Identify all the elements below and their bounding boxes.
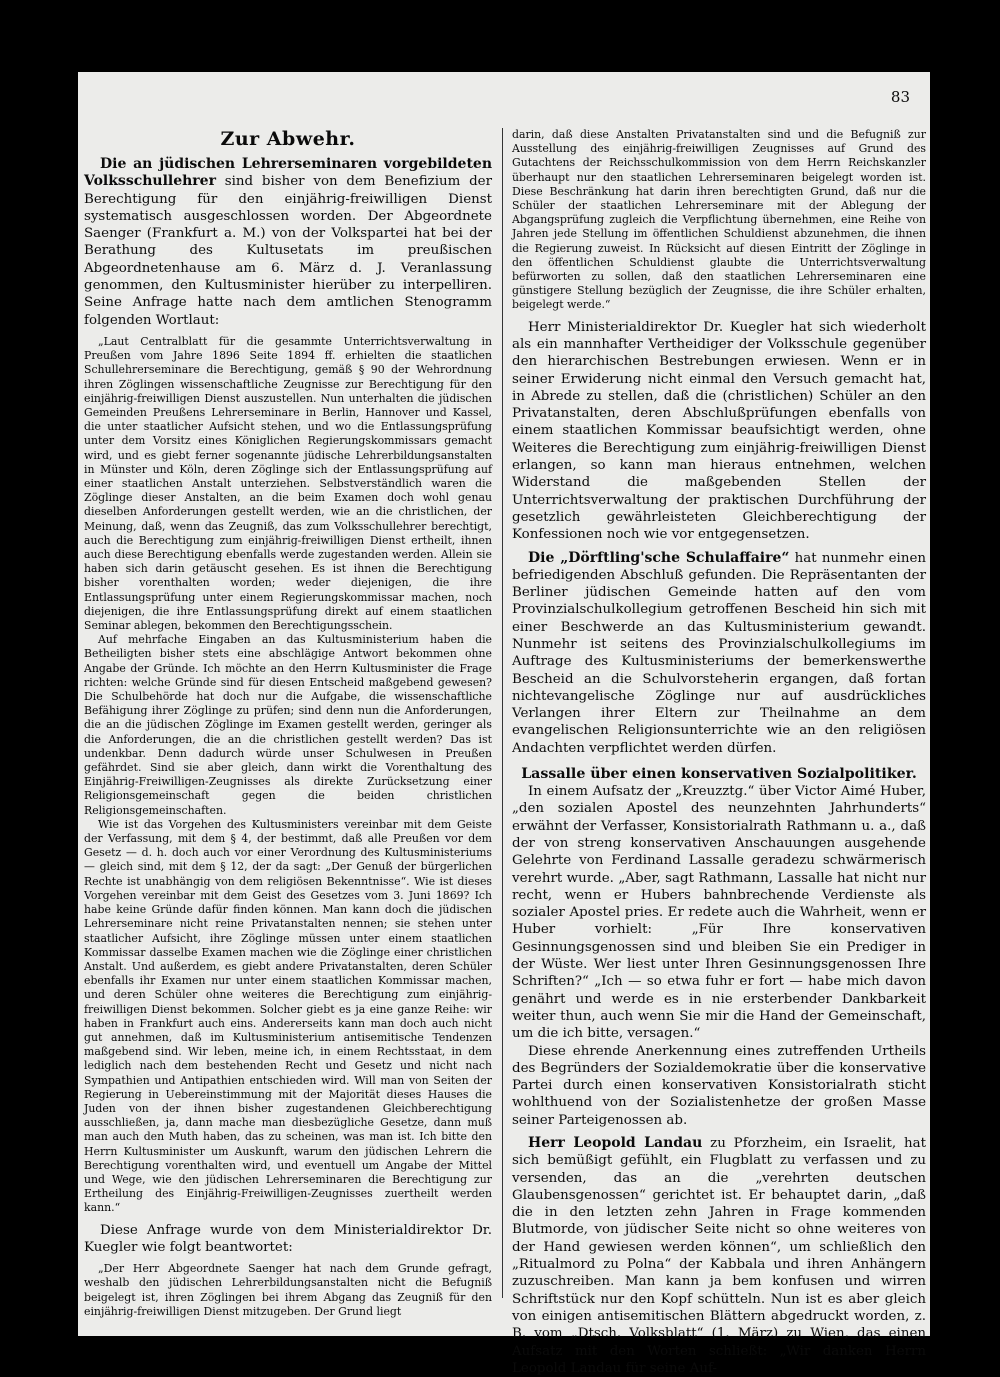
paper-sheet xyxy=(78,72,930,1376)
landau-paragraph xyxy=(512,1135,926,1377)
school-affair-text: hat nunmehr einen befriedigenden Abschluß gefunden. Die Repräsentanten der Berliner jüdischen Gemeinde hatten auf den vom Provinzialschulkollegium getroffenen Bescheid hin sich mit einer Beschwerde an das Kultusministerium gewandt. Nunmehr ist seitens des Provinzialschulkollegiums im Auftrage des Kultusministeriums der bemerkenswerthe Bescheid an die Schulvorsteherin ergangen, daß fortan nichtevangelische Zöglinge nur auf ausdrückliches Verlangen ihrer Eltern zur Theilnahme an dem evangelischen Religionsunterrichte wie an den religiösen Andachten verpflichtet werden dürfen. xyxy=(512,550,926,756)
column-divider xyxy=(502,128,503,1298)
lassalle-paragraph-2: Diese ehrende Anerkennung eines zutreffenden Urtheils des Begründers der Sozialdemokratie über die konservative Partei durch einen konservativen Konsistorialrath sticht wohlthuend von der Sozialistenhetze der großen Masse seiner Parteigenossen ab. xyxy=(512,1043,926,1128)
article-heading: Zur Abwehr. xyxy=(220,128,356,150)
quote-paragraph-2: Auf mehrfache Eingaben an das Kultusministerium haben die Betheiligten bisher stets eine abschlägige Antwort bekommen ohne Angabe der Gründe. Ich möchte an den Herrn Kultusminister die Frage richten: welche Gründe sind für diesen Entscheid maßgebend gewesen? Die Schulbehörde hat doch nur die Aufgabe, die wissenschaftliche Befähigung ihrer Zöglinge zu prüfen; sind denn nun die Anforderungen, die an die jüdischen Zöglinge im Examen gestellt werden, geringer als die Anforderungen, die an die christlichen gestellt werden? Das ist undenkbar. Denn dadurch würde unser Schulwesen in Preußen gefährdet. Sind sie aber gleich, dann wirkt die Vorenthaltung des Einjährig-Freiwilligen-Zeugnisses als direkte Zurücksetzung einer Religionsgemeinschaft gegen die beiden christlichen Religionsgemeinschaften. xyxy=(84,633,492,817)
landau-title: Herr Leopold Landau xyxy=(528,1135,703,1151)
school-affair-paragraph xyxy=(512,550,926,758)
intro-lead: Die an jüdischen Lehrerseminaren vorgebildeten Volksschullehrer xyxy=(84,156,492,190)
lassalle-section-title: Lassalle über einen konservativen Sozialpolitiker. xyxy=(521,766,917,783)
quote-paragraph-3: Wie ist das Vorgehen des Kultusministers vereinbar mit dem Geiste der Verfassung, mit dem § 4, der bestimmt, daß alle Preußen vor dem Gesetz — d. h. doch auch vor einer Verordnung des Kultusministeriums — gleich sind, mit dem § 12, der da sagt: „Der Genuß der bürgerlichen Rechte ist unabhängig von dem religiösen Bekenntnisse“. Wie ist dieses Vorgehen vereinbar mit dem Geist des Gesetzes vom 3. Juni 1869? Ich habe keine Gründe dafür finden können. Man kann doch die jüdischen Lehrerseminare nicht reine Privatanstalten nennen; sie stehen unter staatlicher Aufsicht, ihre Zöglinge müssen unter einem staatlichen Kommissar dasselbe Examen machen wie die Zöglinge einer christlichen Anstalt. Und außerdem, es giebt andere Privatanstalten, deren Schüler ebenfalls ihr Examen nur unter einem staatlichen Kommissar machen, und deren Schüler ohne weiteres die Berechtigung zum einjährig-freiwilligen Dienst bekommen. Solcher giebt es ja eine ganze Reihe: wir haben in Frankfurt auch eins. Andererseits kann man doch auch nicht gut annehmen, daß im Kultusministerium antisemitische Tendenzen maßgebend sind. Wir leben, meine ich, in einem Rechtsstaat, in dem lediglich nach dem bestehenden Recht und Gesetz und nicht nach Sympathien und Antipathien entschieden wird. Will man von Seiten der Regierung in Uebereinstimmung mit der Majorität dieses Hauses die Juden von der ihnen bisher zugestandenen Gleichberechtigung ausschließen, ja, dann mache man diesbezügliche Gesetze, dann muß man auch den Muth haben, das zu scheinen, was man ist. Ich bitte den Herrn Kultusminister um Auskunft, warum den jüdischen Lehrern die Berechtigung vorenthalten wird, und eventuell um Angabe der Mittel und Wege, wie den jüdischen Lehrerseminaren die Berechtigung zur Ertheilung des Einjährig-Freiwilligen-Zeugnisses zuertheilt werden kann.“ xyxy=(84,817,492,1215)
right-column xyxy=(512,128,927,1376)
quote-paragraph-1: „Laut Centralblatt für die gesammte Unterrichtsverwaltung in Preußen vom Jahre 1896 Seite 1894 ff. erhielten die staatlichen Schullehrerseminare die Berechtigung, gemäß § 90 der Wehrordnung ihren Zöglingen wissenschaftliche Zeugnisse zur Berechtigung für den einjährig-freiwilligen Dienst auszustellen. Nun unterhalten die jüdischen Gemeinden Preußens Lehrerseminare in Berlin, Hannover und Kassel, die unter staatlicher Aufsicht stehen, und wo die Entlassungsprüfung unter dem Vorsitz eines Königlichen Regierungskommissars gemacht wird, und es giebt ferner sogenannte jüdische Lehrerbildungsanstalten in Münster und Köln, deren Zöglinge sich der Entlassungsprüfung auf einer staatlichen Anstalt unterziehen. Selbstverständlich waren die Zöglinge dieser Anstalten, an die beim Examen doch wohl genau dieselben Anforderungen gestellt werden, wie an die christlichen, der Meinung, daß, wenn das Zeugniß, das zum Volksschullehrer berechtigt, auch die Berechtigung zum einjährig-freiwilligen Dienst ertheilt, ihnen auch diese Berechtigung ebenfalls werde zugestanden werden. Allein sie haben sich darin getäuscht gesehen. Es ist ihnen die Berechtigung bisher vorenthalten worden; weder diejenigen, die ihre Entlassungsprüfung unter einem Regierungskommissar machen, noch diejenigen, die ihre Entlassungsprüfung direkt auf einem staatlichen Seminar ablegen, bekommen den Berechtigungsschein. xyxy=(84,334,492,633)
left-column xyxy=(84,128,492,1318)
answer-quote: „Der Herr Abgeordnete Saenger hat nach dem Grunde gefragt, weshalb den jüdischen Lehrerbildungsanstalten nicht die Befugniß beigelegt ist, ihren Zöglingen bei ihrem Abgang das Zeugniß für den einjährig-freiwilligen Dienst mitzugeben. Der Grund liegt xyxy=(84,1262,492,1318)
landau-text: zu Pforzheim, ein Israelit, hat sich bemüßigt gefühlt, ein Flugblatt zu verfassen und zu versenden, das an die „verehrten deutschen Glaubensgenossen“ gerichtet ist. Er behauptet darin, „daß die in den letzten zehn Jahren in Frage kommenden Blutmorde, von jüdischer Seite nicht so ohne weiteres von der Hand gewiesen werden können“, um schließlich den „Ritualmord zu Polna“ der Kabbala und ihren Anhängern zuzuschreiben. Man kann ja bem konfusen und wirren Schriftstück nur den Kopf schütteln. Nun ist es aber gleich von einigen antisemitischen Blättern abgedruckt worden, z. B. vom „Dtsch. Volksblatt“ (1. März) zu Wien, das einen Aufsatz mit den Worten schließt: „Wir danken Herrn Leopold Landau für seine Auf- xyxy=(512,1136,927,1376)
page-number: 83 xyxy=(890,88,910,106)
school-affair-title: Die „Dörftling'sche Schulaffaire“ xyxy=(528,549,790,566)
intro-paragraph xyxy=(84,156,492,329)
intro-rest: sind bisher von dem Benefizium der Berechtigung für den einjährig-freiwilligen Dienst systematisch ausgeschlossen worden. Der Abgeordnete Saenger (Frankfurt a. M.) von der Volkspartei hat bei der Berathung des Kultusetats im preußischen Abgeordnetenhause am 6. März d. J. Veranlassung genommen, den Kultusminister hierüber zu interpelliren. Seine Anfrage hatte nach dem amtlichen Stenogramm folgenden Wortlaut: xyxy=(84,174,492,328)
answer-intro: Diese Anfrage wurde von dem Ministerialdirektor Dr. Kuegler wie folgt beantwortet: xyxy=(84,1222,492,1255)
answer-quote-continued: darin, daß diese Anstalten Privatanstalten sind und die Befugniß zur Ausstellung des einjährig-freiwilligen Zeugnisses auf Grund des Gutachtens der Reichsschulkommission von dem Herrn Reichskanzler überhaupt nur den staatlichen Lehrerseminaren beigelegt worden ist. Diese Beschränkung hat darin ihren berechtigten Grund, daß nur die Schüler der staatlichen Lehrerseminare mit der Ablegung der Abgangsprüfung zugleich die Verpflichtung übernehmen, eine Reihe von Jahren jede Stellung im öffentlichen Schuldienst abzunehmen, die ihnen die Regierung zuweist. In Rücksicht auf diesen Eintritt der Zöglinge in den öffentlichen Schuldienst glaubte die Unterrichtsverwaltung befürworten zu sollen, daß den staatlichen Lehrerseminaren eine günstigere Stellung bezüglich der Zeugnisse, die ihre Schüler erhalten, beigelegt werde.“ xyxy=(512,128,926,312)
comment-paragraph: Herr Ministerialdirektor Dr. Kuegler hat sich wiederholt als ein mannhafter Vertheidiger der Volksschule gegenüber den hierarchischen Bestrebungen erwiesen. Wenn er in seiner Erwiderung nicht einmal den Versuch gemacht hat, in Abrede zu stellen, daß die (christlichen) Schüler an den Privatanstalten, deren Abschlußprüfungen ebenfalls von einem staatlichen Kommissar beaufsichtigt werden, ohne Weiteres die Berechtigung zum einjährig-freiwilligen Dienst erlangen, so kann man hieraus entnehmen, welchen Widerstand die maßgebenden Stellen der Unterrichtsverwaltung der praktischen Durchführung der gesetzlich gewährleisteten Gleichberechtigung der Konfessionen noch wie vor entgegensetzen. xyxy=(512,319,926,543)
lassalle-paragraph-1: In einem Aufsatz der „Kreuzztg.“ über Victor Aimé Huber, „den sozialen Apostel des neunzehnten Jahrhunderts“ erwähnt der Verfasser, Konsistorialrath Rathmann u. a., daß der von streng konservativen Anschauungen ausgehende Gelehrte von Ferdinand Lassalle geradezu schwärmerisch verehrt wurde. „Aber, sagt Rathmann, Lassalle hat nicht nur recht, wenn er Hubers bahnbrechende Verdienste als sozialer Apostel pries. Er redete auch die Wahrheit, wenn er Huber vorhielt: „Für Ihre konservativen Gesinnungsgenossen sind und bleiben Sie ein Prediger in der Wüste. Wer liest unter Ihren Gesinnungsgenossen Ihre Schriften?“ „Ich — so etwa fuhr er fort — habe mich davon genährt und werde es in nie ersterbender Dankbarkeit weiter thun, auch wenn Sie mir die Hand der Gemeinschaft, um die ich bitte, versagen.“ xyxy=(512,784,926,1042)
